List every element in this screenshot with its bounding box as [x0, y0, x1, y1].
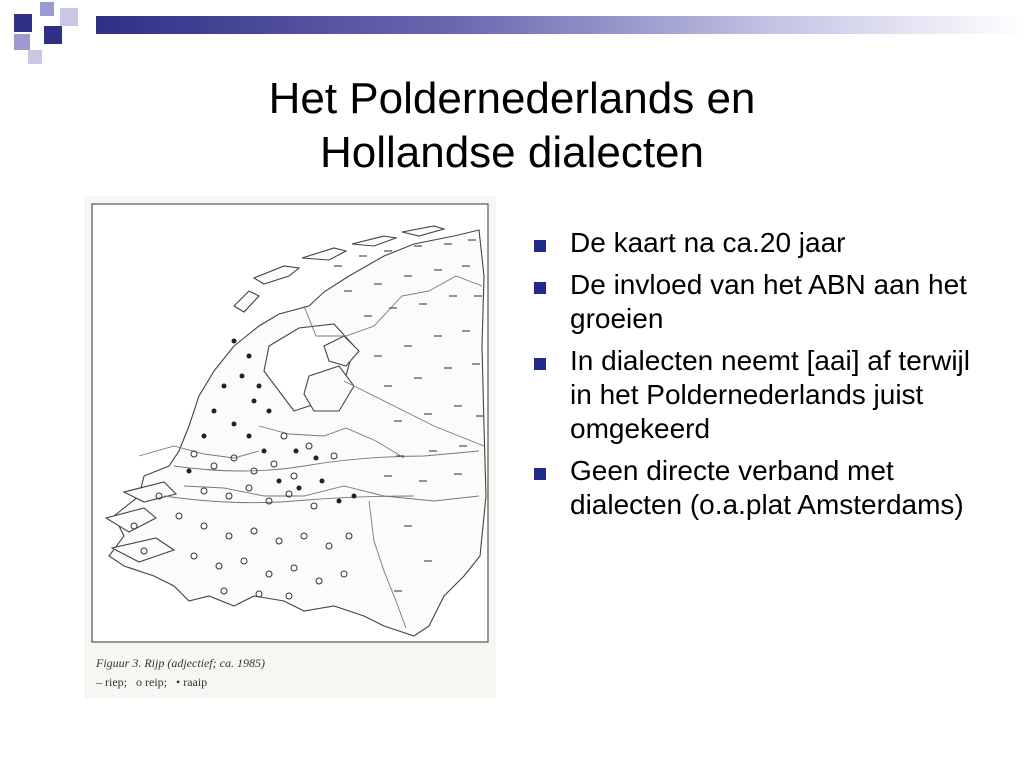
slide-title-line-2: Hollandse dialecten: [319, 128, 705, 177]
bullet-square-icon: [534, 282, 546, 294]
decoration-square-4: [14, 34, 30, 50]
bullet-item: [534, 226, 984, 260]
decoration-square-1: [14, 14, 32, 32]
decoration-square-3: [60, 8, 78, 26]
legend-reip: o reip;: [136, 675, 167, 689]
bullet-text: De kaart na ca.20 jaar: [570, 227, 846, 258]
figure-legend: [96, 675, 265, 690]
slide-title: [0, 72, 1024, 180]
bullet-item: [534, 454, 984, 522]
bullet-item: [534, 268, 984, 336]
bullet-text: Geen directe verband met dialecten (o.a.plat Amsterdams): [570, 455, 964, 520]
decoration-square-5: [44, 26, 62, 44]
bullet-square-icon: [534, 240, 546, 252]
legend-raaip: • raaip: [176, 675, 208, 689]
bullet-item: [534, 344, 984, 446]
bullet-text: De invloed van het ABN aan het groeien: [570, 269, 967, 334]
figure-caption-title: Figuur 3. Rijp (adjectief; ca. 1985): [96, 656, 265, 670]
decoration-square-6: [28, 50, 42, 64]
legend-riep: – riep;: [96, 675, 127, 689]
bullet-square-icon: [534, 358, 546, 370]
bullet-square-icon: [534, 468, 546, 480]
slide-title-line-1: Het Poldernederlands en: [268, 74, 756, 123]
bullet-list: [534, 226, 984, 530]
figure-caption: [96, 656, 265, 690]
dialect-map-figure: [84, 196, 496, 698]
decoration-square-2: [40, 2, 54, 16]
bullet-text: In dialecten neemt [aai] af terwijl in het Poldernederlands juist omgekeerd: [570, 345, 970, 444]
title-accent-bar: [96, 16, 1024, 34]
dialect-map: [84, 196, 496, 698]
